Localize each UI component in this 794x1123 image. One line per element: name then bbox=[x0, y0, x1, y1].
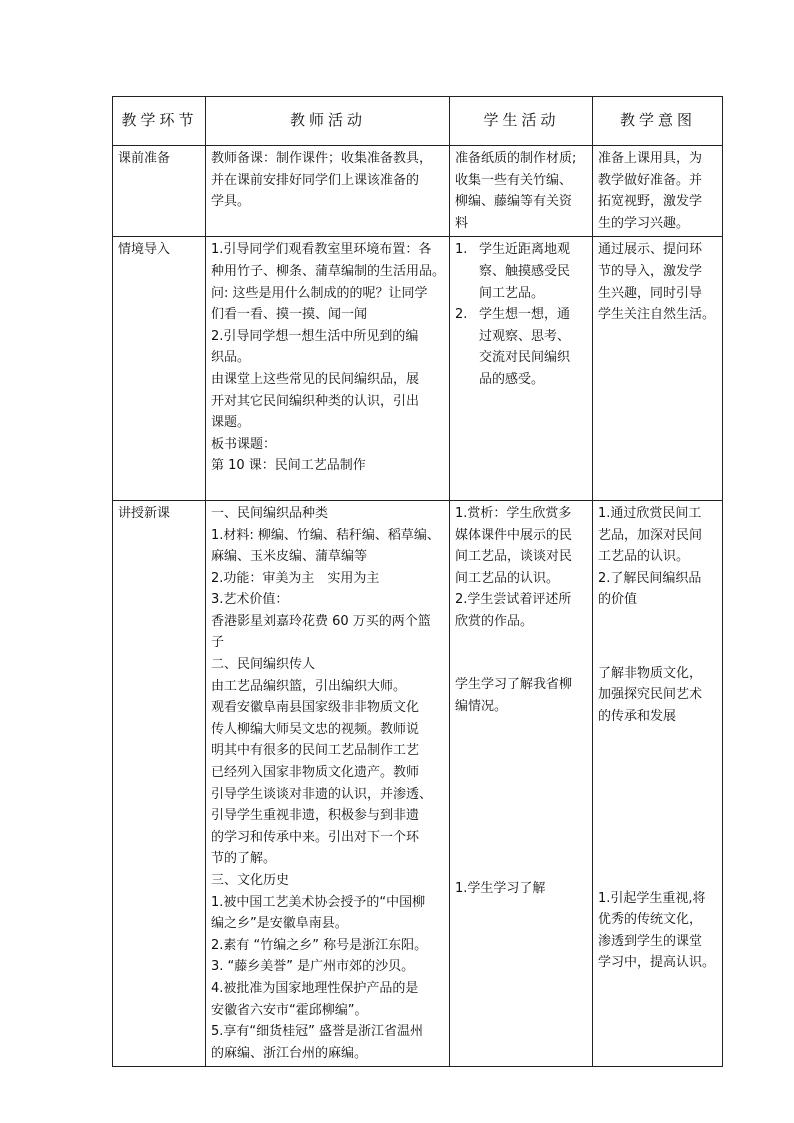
text-line: 引导学生重视非遗，积极参与到非遗 bbox=[211, 808, 420, 824]
text-line: 编之乡”是安徽阜南县。 bbox=[211, 916, 348, 932]
header-teacher-activity: 教师活动 bbox=[206, 97, 450, 146]
text-line: 1.材料: 柳编、竹编、秸秆编、稻草编、 bbox=[211, 527, 440, 543]
text-line: 3.艺术价值： bbox=[211, 592, 289, 608]
text-line: 生兴趣，同时引导 bbox=[598, 285, 703, 301]
text-line: 学生近距离地观 bbox=[479, 242, 571, 258]
text-line: 由工艺品编织篮，引出编织大师。 bbox=[211, 678, 407, 694]
header-intent: 教学意图 bbox=[593, 97, 723, 146]
text-line: 明其中有很多的民间工艺品制作工艺 bbox=[211, 743, 420, 759]
text-line: 1.学生学习了解 bbox=[455, 880, 546, 896]
teacher-cell bbox=[206, 146, 450, 237]
text-line: 间工艺品的认识。 bbox=[455, 570, 560, 586]
text-line: 1.引起学生重视,将 bbox=[598, 890, 706, 906]
teacher-cell bbox=[206, 500, 450, 1066]
text-line: 1.通过欣赏民间工 bbox=[598, 505, 702, 521]
text-line: 1.引导同学们观看教室里环境布置：各 bbox=[211, 242, 432, 258]
text-line: 们看一看、摸一摸、闻一闻 bbox=[211, 307, 368, 323]
text-line: 间工艺品，谈谈对民 bbox=[455, 549, 573, 565]
text-line: 学习中，提高认识。 bbox=[598, 955, 716, 971]
text-line: 柳编、藤编等有关资 bbox=[455, 194, 573, 210]
text-line: 收集一些有关竹编、 bbox=[455, 172, 573, 188]
stage-cell: 情境导入 bbox=[113, 237, 206, 501]
row-preparation bbox=[113, 146, 723, 237]
student-cell bbox=[450, 500, 593, 1066]
text-line: 教师备课：制作课件；收集准备教具， bbox=[211, 151, 433, 166]
text-line: 教学做好准备。并 bbox=[598, 172, 703, 188]
text-line: 2.功能：审美为主 实用为主 bbox=[211, 570, 380, 586]
text-line: 节的了解。 bbox=[211, 851, 277, 867]
intent-cell bbox=[593, 146, 723, 237]
text-line: 板书课题： bbox=[211, 436, 277, 452]
text-line: 2.引导同学想一想生活中所见到的编 bbox=[211, 328, 419, 344]
text-line: 渗透到学生的课堂 bbox=[598, 933, 703, 949]
text-line: 由课堂上这些常见的民间编织品，展 bbox=[211, 371, 420, 387]
text-line: 编情况。 bbox=[455, 699, 508, 715]
text-line: 4.被批准为国家地理性保护产品的是 bbox=[211, 980, 419, 996]
text-line: 过观察、思考、 bbox=[479, 328, 571, 344]
text-line: 准备纸质的制作材质; bbox=[455, 151, 577, 166]
text-line: 通过展示、提问环 bbox=[598, 242, 703, 258]
header-row bbox=[113, 97, 723, 146]
text-line: 品的感受。 bbox=[479, 371, 545, 387]
text-line: 2.素有 “竹编之乡” 称号是浙江东阳。 bbox=[211, 937, 428, 953]
text-line: 香港影星刘嘉玲花费 60 万买的两个篮 bbox=[211, 613, 431, 629]
intent-cell bbox=[593, 237, 723, 501]
teacher-cell bbox=[206, 237, 450, 501]
text-line: 料 bbox=[455, 215, 469, 231]
header-stage: 教学环节 bbox=[113, 97, 206, 146]
text-line: 拓宽视野，激发学 bbox=[598, 194, 703, 210]
text-line: 交流对民间编织 bbox=[479, 350, 571, 366]
text-line: 开对其它民间编织种类的认识，引出 bbox=[211, 393, 420, 409]
text-line: 工艺品的认识。 bbox=[598, 549, 690, 565]
list-number: 2. bbox=[455, 307, 468, 323]
text-line: 并在课前安排好同学们上课该准备的 bbox=[211, 172, 420, 188]
text-line: 观看安徽阜南县国家级非非物质文化 bbox=[211, 700, 420, 716]
text-line: 麻编、玉米皮编、蒲草编等 bbox=[211, 549, 368, 565]
text-line: 3. “藤乡美誉” 是广州市郊的沙贝。 bbox=[211, 959, 415, 975]
text-line: 种用竹子、柳条、蒲草编制的生活用品。 bbox=[211, 263, 446, 279]
text-line: 引导学生谈谈对非遗的认识，并渗透、 bbox=[211, 786, 433, 802]
student-cell bbox=[450, 146, 593, 237]
text-line: 一、民间编织品种类 bbox=[211, 505, 329, 521]
header-student-activity: 学生活动 bbox=[450, 97, 593, 146]
row-introduction bbox=[113, 237, 723, 501]
text-line: 2.了解民间编织品 bbox=[598, 570, 702, 586]
text-line: 的麻编、浙江台州的麻编。 bbox=[211, 1045, 368, 1061]
text-line: 生的学习兴趣。 bbox=[598, 215, 690, 231]
text-line: 节的导入，激发学 bbox=[598, 263, 703, 279]
row-new-lesson bbox=[113, 500, 723, 1066]
text-line: 学生关注自然生活。 bbox=[598, 307, 716, 323]
intent-cell bbox=[593, 500, 723, 1066]
text-line: 2.学生尝试着评述所 bbox=[455, 592, 572, 608]
text-line: 察、触摸感受民 bbox=[479, 263, 571, 279]
text-line: 二、民间编织传人 bbox=[211, 657, 316, 673]
text-line: 5.享有“细货桂冠” 盛誉是浙江省温州 bbox=[211, 1024, 424, 1040]
text-line: 欣赏的作品。 bbox=[455, 613, 534, 629]
text-line: 了解非物质文化， bbox=[598, 665, 703, 681]
text-line: 艺品，加深对民间 bbox=[598, 527, 703, 543]
list-item bbox=[455, 304, 588, 390]
text-line: 间工艺品。 bbox=[479, 285, 545, 301]
text-line: 学具。 bbox=[211, 194, 251, 210]
text-line: 1.被中国工艺美术协会授予的“中国柳 bbox=[211, 894, 426, 910]
text-line: 问: 这些是用什么制成的的呢？让同学 bbox=[211, 285, 428, 301]
text-line: 织品。 bbox=[211, 350, 251, 366]
text-line: 的价值 bbox=[598, 592, 638, 608]
text-line: 安徽省六安市“霍邱柳编”。 bbox=[211, 1002, 368, 1018]
list-item bbox=[455, 239, 588, 304]
text-line: 子 bbox=[211, 635, 225, 651]
text-line: 第 10 课：民间工艺品制作 bbox=[211, 458, 366, 474]
text-line: 1.赏析：学生欣赏多 bbox=[455, 505, 572, 521]
text-line: 的学习和传承中来。引出对下一个环 bbox=[211, 829, 420, 845]
text-line: 学生想一想，通 bbox=[479, 307, 571, 323]
text-line: 传人柳编大师吴文忠的视频。教师说 bbox=[211, 721, 420, 737]
text-line: 学生学习了解我省柳 bbox=[455, 677, 573, 693]
text-line: 的传承和发展 bbox=[598, 709, 677, 725]
list-number: 1. bbox=[455, 242, 468, 258]
student-cell bbox=[450, 237, 593, 501]
text-line: 三、文化历史 bbox=[211, 873, 290, 888]
lesson-plan-table bbox=[112, 96, 723, 1067]
stage-cell: 课前准备 bbox=[113, 146, 206, 237]
text-line: 加强探究民间艺术 bbox=[598, 687, 703, 703]
text-line: 优秀的传统文化， bbox=[598, 912, 703, 928]
text-line: 准备上课用具，为 bbox=[598, 151, 703, 166]
text-line: 媒体课件中展示的民 bbox=[455, 527, 573, 543]
stage-cell: 讲授新课 bbox=[113, 500, 206, 1066]
text-line: 课题。 bbox=[211, 415, 251, 431]
text-line: 已经列入国家非物质文化遗产。教师 bbox=[211, 765, 420, 781]
